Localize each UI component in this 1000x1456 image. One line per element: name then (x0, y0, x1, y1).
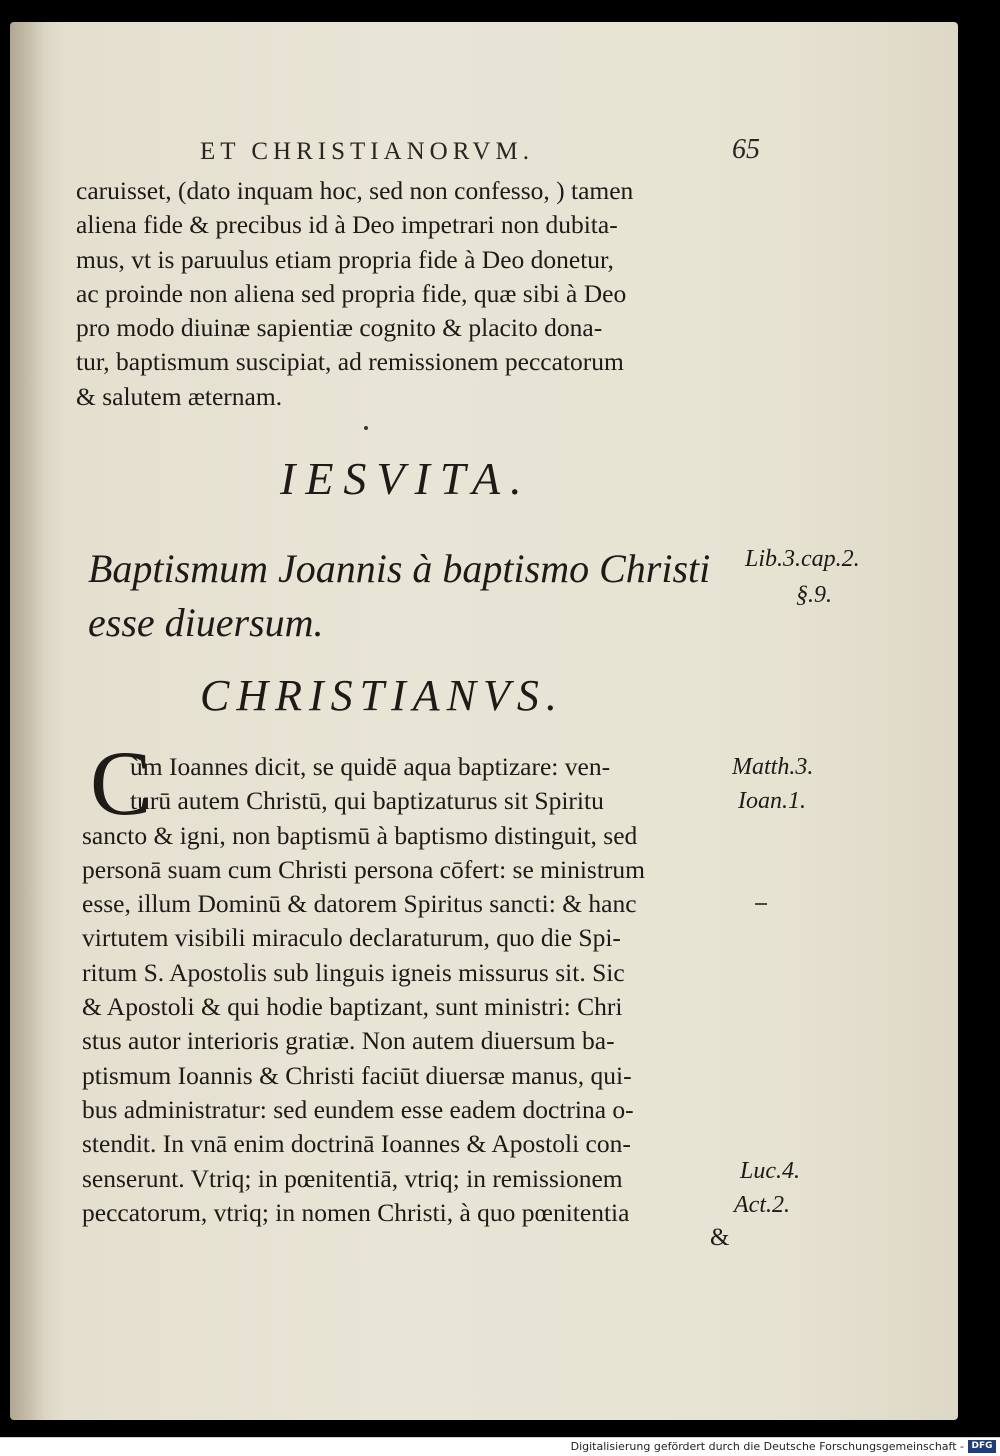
text-line: aliena fide & precibus id à Deo impetrari non dubita- (76, 210, 618, 240)
text-line: stus autor interioris gratiæ. Non autem diuersum ba- (82, 1026, 615, 1056)
margin-mark (755, 903, 767, 905)
catchword: & (710, 1224, 730, 1251)
text-line: tur, baptismum suscipiat, ad remissionem peccatorum (76, 347, 624, 377)
funding-footer (0, 1437, 1000, 1456)
text-line: esse, illum Dominū & datorem Spiritus sancti: & hanc (82, 889, 637, 919)
paragraph-continuation (76, 174, 756, 414)
text-line: ùm Ioannes dicit, se quidē aqua baptizare: ven- (130, 752, 611, 781)
section-heading-christianus: CHRISTIANVS. (200, 671, 564, 720)
marginal-reference-luc: Luc.4. (740, 1158, 800, 1184)
text-line: bus administratur: sed eundem esse eadem doctrina o- (82, 1094, 634, 1124)
paragraph-christianus (82, 750, 750, 1230)
text-line: mus, vt is paruulus etiam propria fide à Deo donetur, (76, 244, 614, 274)
marginal-reference-lib: Lib.3.cap.2. (745, 546, 860, 572)
text-line: ac proinde non aliena sed propria fide, quæ sibi à Deo (76, 278, 627, 308)
marginal-reference-paragraph: §.9. (796, 582, 832, 608)
section-heading-iesuita: IESVITA. (280, 453, 532, 504)
thesis-line: esse diuersum. (88, 600, 324, 645)
marginal-reference-matth: Matth.3. (732, 754, 814, 780)
text-line: ptismum Ioannis & Christi faciūt diuersæ manus, qui- (82, 1060, 632, 1090)
thesis-line: Baptismum Joannis à baptismo Christi (88, 546, 711, 591)
text-line: senserunt. Vtriq; in pœnitentiā, vtriq; in remissionem (82, 1163, 623, 1193)
thesis-statement (88, 542, 748, 650)
text-line: sancto & igni, non baptismū à baptismo distinguit, sed (82, 820, 638, 850)
text-line: pro modo diuinæ sapientiæ cognito & placito dona- (76, 313, 603, 343)
text-line: & Apostoli & qui hodie baptizant, sunt ministri: Chri (82, 992, 623, 1022)
text-line: & salutem æternam. (76, 381, 283, 411)
running-head-title: ET CHRISTIANORVM. (200, 138, 534, 165)
marginal-reference-act: Act.2. (734, 1192, 790, 1218)
dfg-logo: DFG (968, 1440, 996, 1453)
text-line: personā suam cum Christi persona cōfert: se ministrum (82, 854, 646, 884)
text-line: virtutem visibili miraculo declaraturum, quo die Spi- (82, 923, 621, 953)
text-line: ritum S. Apostolis sub linguis igneis missurus sit. Sic (82, 957, 625, 987)
marginal-reference-ioan: Ioan.1. (738, 788, 806, 814)
ink-speck (364, 426, 368, 430)
drop-cap-initial: C (90, 732, 152, 834)
running-head (200, 132, 760, 172)
text-line: stendit. In vnā enim doctrinā Ioannes & Apostoli con- (82, 1129, 631, 1159)
text-line: peccatorum, vtriq; in nomen Christi, à quo pœnitentia (82, 1197, 630, 1227)
text-line: caruisset, (dato inquam hoc, sed non confesso, ) tamen (76, 176, 634, 205)
page-number: 65 (732, 134, 760, 165)
text-line: turū autem Christū, qui baptizaturus sit Spiritu (130, 786, 604, 816)
funding-text: Digitalisierung gefördert durch die Deutsche Forschungsgemeinschaft - (570, 1440, 964, 1453)
book-page (10, 22, 958, 1420)
